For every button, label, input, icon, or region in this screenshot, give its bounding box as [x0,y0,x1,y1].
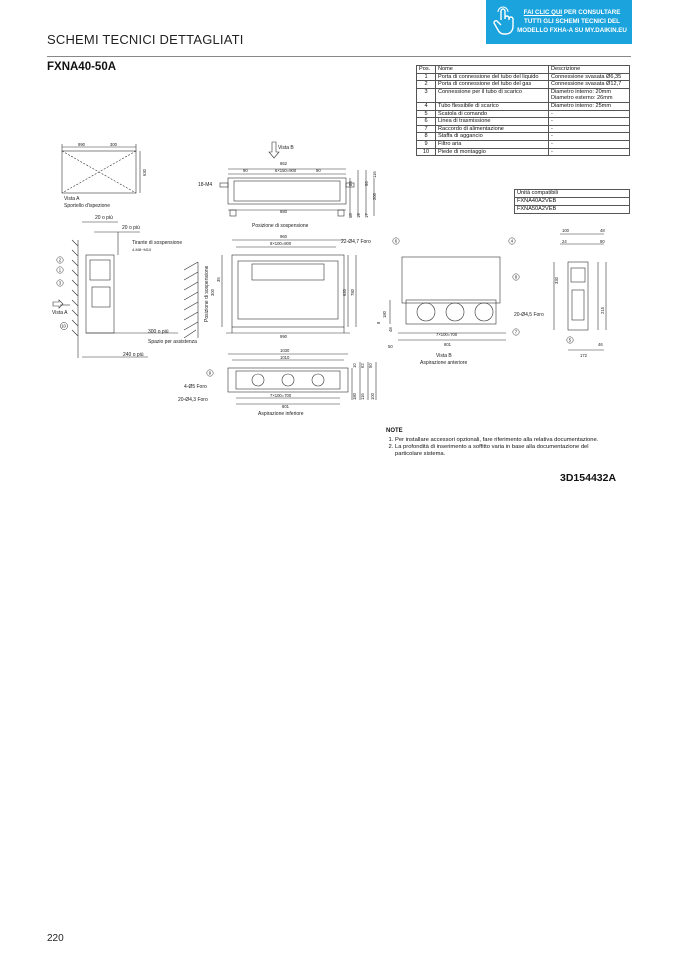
bubble-5: 5 [568,337,572,343]
dim-801-bottom: 801 [282,404,289,409]
dim-7x100: 7×100=700 [436,332,458,337]
bubble-7: 7 [514,329,518,335]
label-foro-20-bottom: 20-Ø4,3 Foro [178,397,208,403]
dim-780: 780 [350,289,355,296]
dim-862: 862 [280,161,287,166]
bubble-4: 4 [510,238,514,244]
note-item: 2. La profondità di inserimento a soffitto varia in base alla documentazione del particolare sistema. [395,444,616,458]
dim-90b: 90 [316,168,321,173]
table-row: 3 Connessione per il tubo di scarico Diametro interno: 20mm Diametro esterno: 26mm [417,88,630,102]
front-suction-view [402,257,500,303]
header-pos: Pos. [417,66,436,74]
label-vista-a: Vista A [64,196,80,202]
page-number: 220 [47,933,64,944]
dim-180-bottom: 180 [352,393,357,400]
dim-90-right: 90 [600,239,605,244]
model-title: FXNA40-50A [47,61,117,73]
dim-116a: 116 [372,171,377,178]
drawing-code: 3D154432A [560,472,617,484]
notes-heading: NOTE [386,428,403,434]
dim-990-front: 990 [280,334,287,339]
bubble-2: 2 [58,257,62,263]
label-foro-22: 22-Ø4,7 Foro [341,239,371,245]
dim-19: 19 [356,213,361,218]
dim-300v: 300 [210,289,215,296]
label-aspirazione-inferiore: Aspirazione inferiore [258,411,304,417]
label-vista-b: Vista B [278,145,294,151]
bubble-8: 8 [514,274,518,280]
label-m4: 18-M4 [198,182,213,188]
dim-85: 85 [348,181,353,186]
table-row: 7 Raccordo di alimentazione - [417,125,630,133]
table-row: 2 Porta di connessione del tubo del gas Connessione svasata Ø12,7 [417,81,630,89]
dim-330: 330 [554,277,559,284]
bubble-3: 3 [58,280,62,286]
dim-200: 200 [372,193,377,200]
label-300-o-piu: 300 o più [148,329,169,335]
dim-50-bottom: 50 [368,363,373,368]
dim-300: 300 [110,142,117,147]
front-view-outline [232,255,344,327]
dim-960: 960 [280,234,287,239]
header-desc: Descrizione [549,66,630,74]
dim-620: 620 [342,289,347,296]
dim-8x100: 8×100=800 [270,241,292,246]
dim-62: 62 [360,363,365,368]
dim-1030: 1030 [280,348,290,353]
dim-10: 10 [352,363,357,368]
label-240-o-piu: 240 o più [123,352,144,358]
dim-880: 880 [280,209,287,214]
dim-8: 8 [376,321,381,324]
dim-100-right: 100 [562,228,569,233]
dim-48: 48 [388,327,393,332]
dim-180: 180 [382,311,387,318]
note-item: 1. Per installare accessori opzionali, fare riferimento alla relativa documentazione. [395,437,616,444]
dim-1010: 1010 [280,355,290,360]
table-row: 9 Filtro aria - [417,140,630,148]
label-tirante-size: 4-M8~M10 [132,247,152,252]
dim-46: 46 [598,342,603,347]
label-20-o-piu-2: 20 o più [122,225,140,231]
label-20-o-piu-1: 20 o più [95,215,113,221]
label-foro-4: 4-Ø5 Foro [184,384,207,390]
dim-58: 58 [348,213,353,218]
label-posizione-sospensione: Posizione di sospensione [252,223,309,229]
page-title: SCHEMI TECNICI DETTAGLIATI [47,32,244,47]
label-spazio-assistenza: Spazio per assistenza [148,339,197,345]
banner-link[interactable]: FAI CLIC QUI [523,9,563,16]
table-row: 4 Tubo flessibile di scarico Diametro interno: 25mm [417,102,630,110]
dim-801: 801 [444,342,451,347]
dim-56: 56 [364,181,369,186]
label-foro-20-right: 20-Ø4,5 Foro [514,312,544,318]
top-view-outline [228,178,346,204]
bottom-view-outline [228,368,348,392]
table-row: 5 Scatola di comando - [417,110,630,118]
bubble-6: 6 [394,238,398,244]
label-tirante: Tirante di sospensione [132,240,183,246]
table-row: 10 Piede di montaggio - [417,148,630,156]
bubble-1: 1 [58,267,62,273]
bubble-10: 10 [61,323,66,329]
dim-48-right: 48 [600,228,605,233]
dim-172: 172 [580,353,587,358]
dim-17: 17 [364,213,369,218]
table-row: 8 Staffa di aggancio - [417,133,630,141]
dim-50: 50 [388,344,393,349]
table-row: 1 Porta di connessione del tubo del liquido Connessione svasata Ø6,35 [417,73,630,81]
label-sportello: Sportello d'ispezione [64,203,110,209]
dim-116: 116 [360,393,365,400]
dim-630: 630 [142,169,147,176]
table-row: 6 Linea di trasmissione - [417,118,630,126]
dim-6x150: 6×150=900 [275,168,297,173]
dim-90a: 90 [243,168,248,173]
bubble-9: 9 [208,370,212,376]
dim-215: 215 [600,307,605,314]
table-row: FXNA40A2VEB [515,198,630,206]
dim-100-bottom: 100 [370,393,375,400]
label-vista-a-left: Vista A [52,310,68,316]
header-name: Nome [436,66,549,74]
label-vista-b-2: Vista B [436,353,452,359]
dim-35: 35 [216,277,221,282]
table-row: FXNA50A2VEB [515,206,630,214]
table-row: Unità compatibili [515,190,630,198]
dim-7x100-bottom: 7×100=700 [270,393,292,398]
dim-990: 990 [78,142,85,147]
label-posizione-sospensione-vertical: Posizione di sospensione [204,265,210,322]
banner-text: FAI CLIC QUI PER CONSULTARE TUTTI GLI SCHEMI TECNICI DEL MODELLO FXHA-A SU MY.DAIKIN.EU [517,9,627,34]
dim-24: 24 [562,239,567,244]
notes-section [386,428,616,458]
label-aspirazione-anteriore: Aspirazione anteriore [420,360,468,366]
